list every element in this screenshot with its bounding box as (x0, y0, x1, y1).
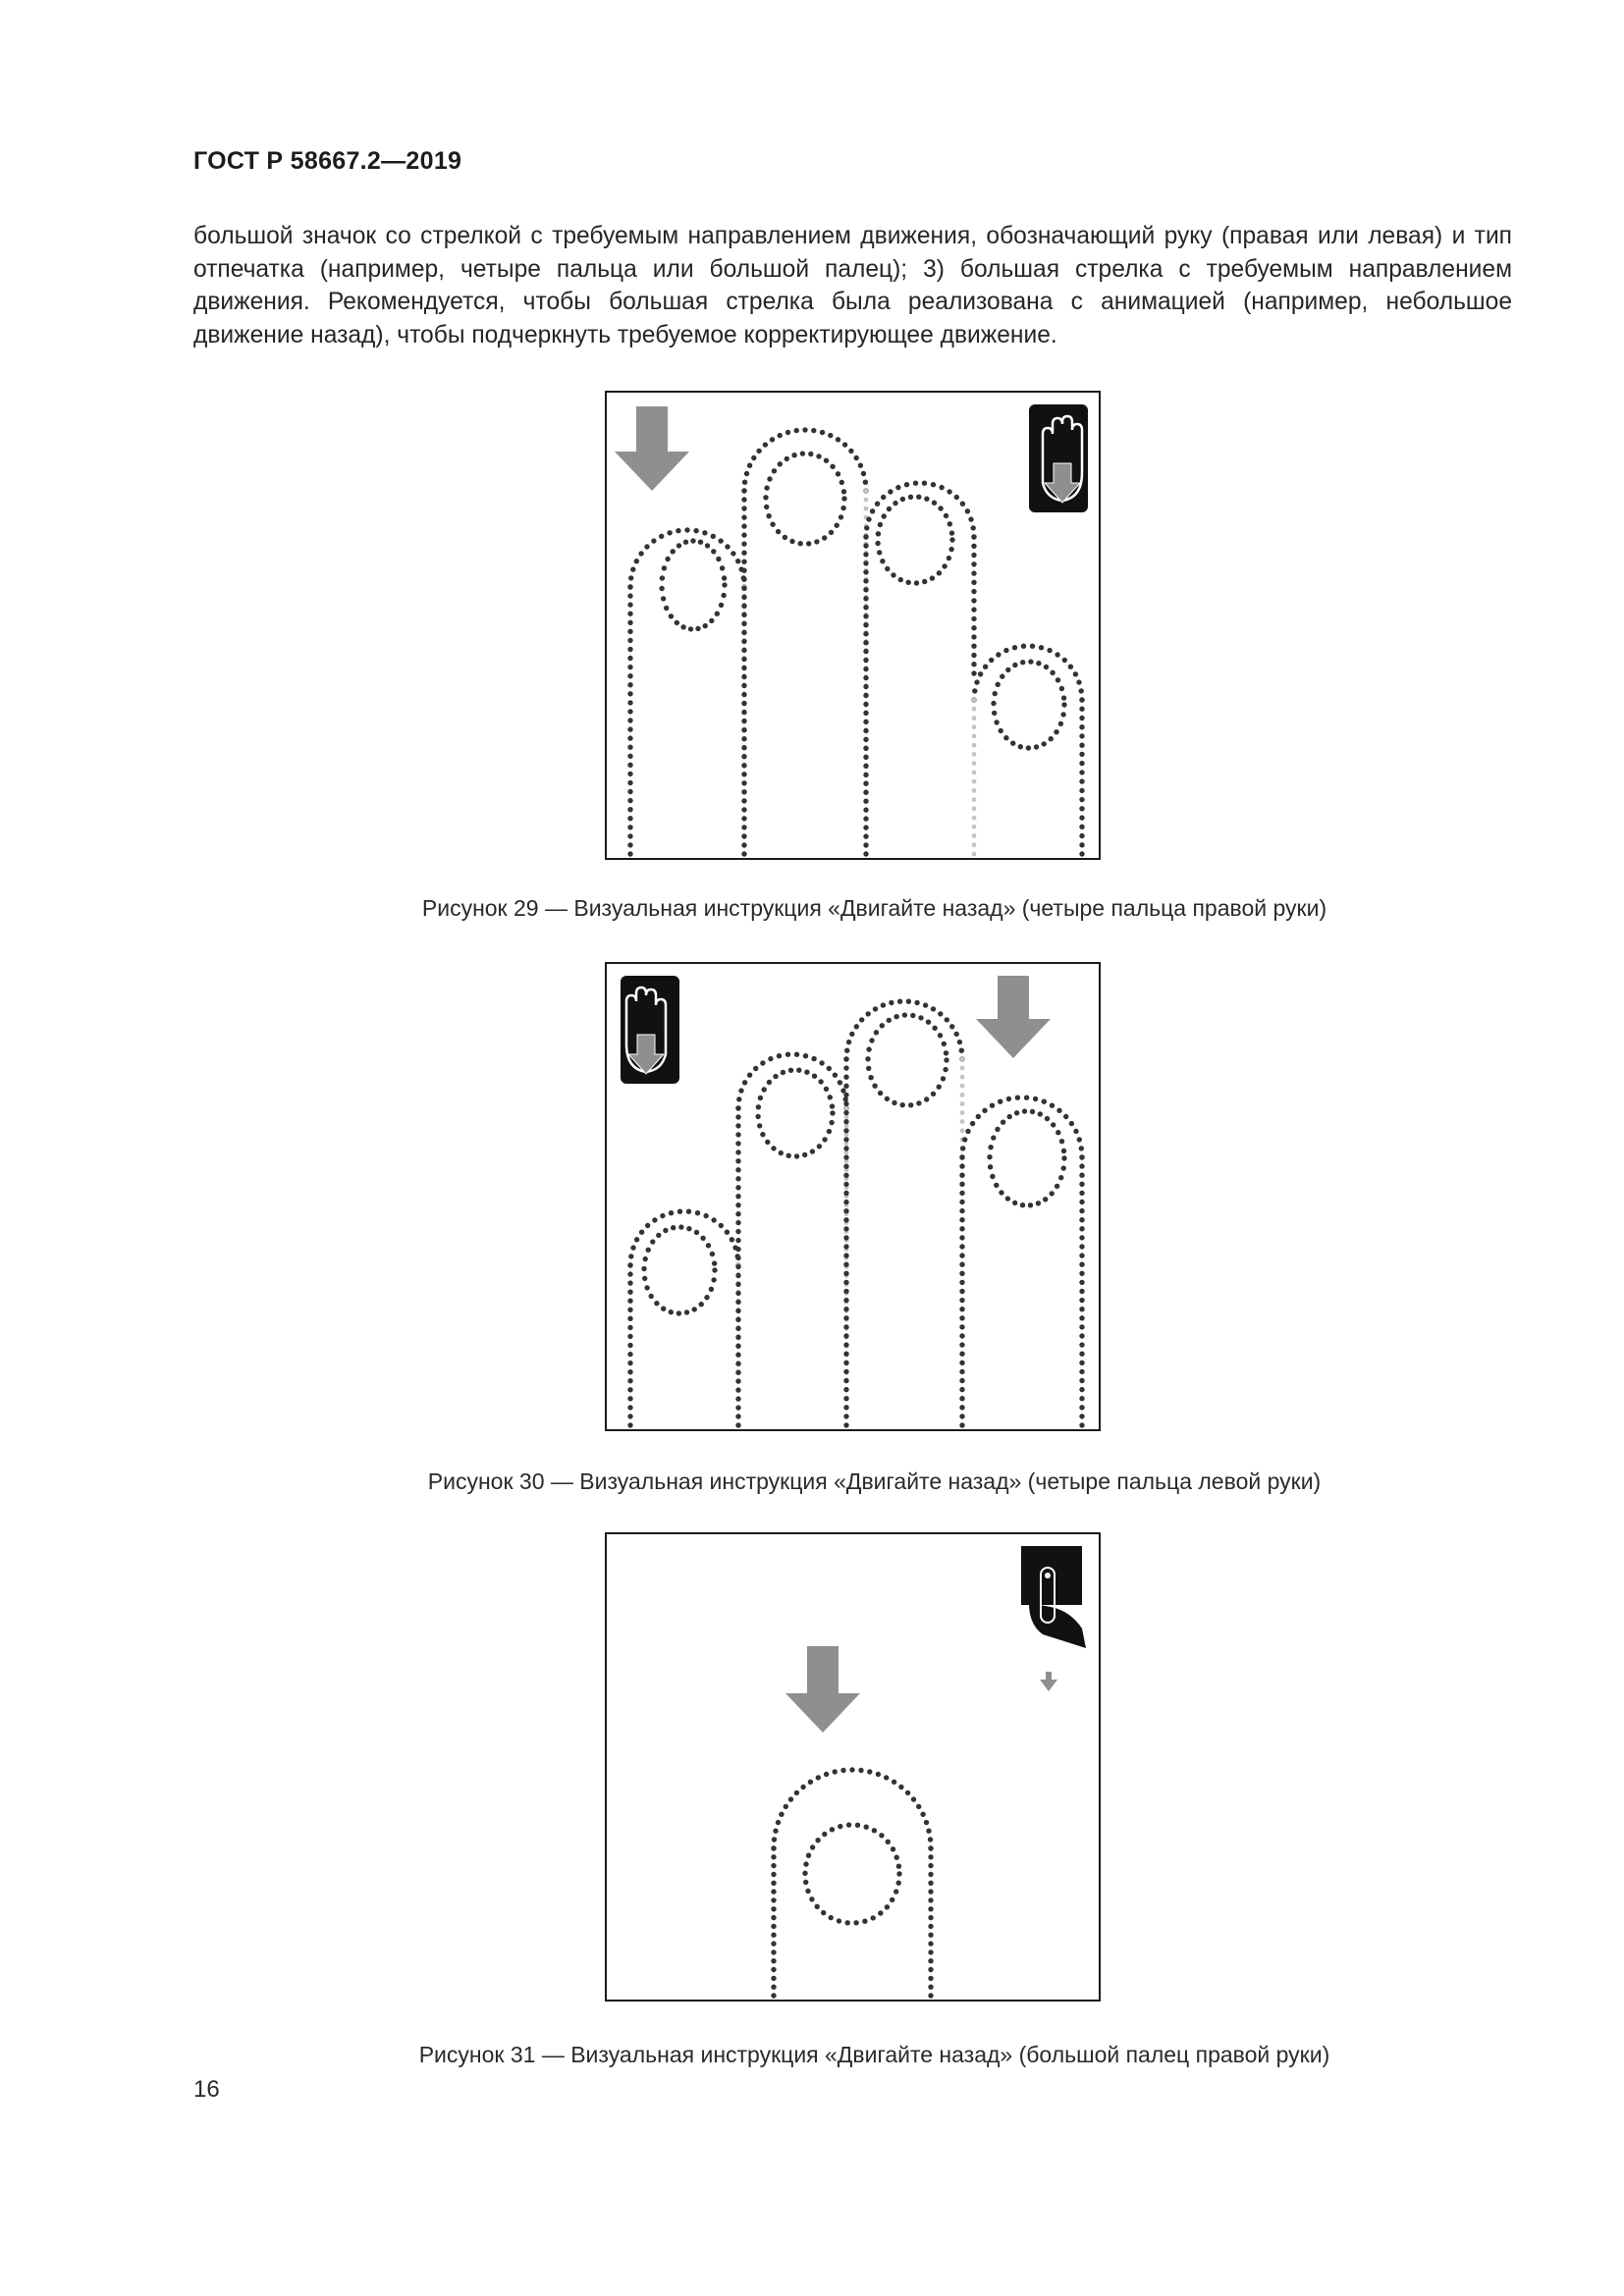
figure-30-caption: Рисунок 30 — Визуальная инструкция «Двигайте назад» (четыре пальца левой руки) (427, 1468, 1322, 1494)
figure-31-caption: Рисунок 31 — Визуальная инструкция «Двигайте назад» (большой палец правой руки) (418, 2042, 1330, 2067)
document-header: ГОСТ Р 58667.2—2019 (193, 147, 462, 175)
figure-29-caption: Рисунок 29 — Визуальная инструкция «Двигайте назад» (четыре пальца правой руки) (421, 895, 1327, 921)
figure-31-drawing (607, 1534, 1098, 1999)
left-hand-four-fingers-icon (621, 976, 679, 1084)
fingers-layer (627, 999, 1084, 1428)
figure-29 (605, 391, 1101, 860)
right-thumb-icon (1021, 1546, 1086, 1691)
figure-31 (605, 1532, 1101, 2002)
body-paragraph: большой значок со стрелкой с требуемым направлением движения, обозначающий руку (правая или левая) и тип отпечатка (например, четыре пальца или большой палец); 3) большая стрелка с требуемым направлением движения. Рекомендуется, чтобы большая стрелка была реализована с анимацией (например, небольшое движение назад), чтобы подчеркнуть требуемое корректирующее движение. (193, 223, 1512, 348)
figure-30-drawing (607, 964, 1098, 1428)
figure-29-drawing (607, 393, 1098, 857)
move-back-arrow-icon (615, 406, 689, 491)
fingers-layer (627, 427, 1084, 856)
fingers-layer (771, 1767, 933, 1998)
figure-30 (605, 962, 1101, 1431)
page-number: 16 (193, 2076, 220, 2103)
right-hand-four-fingers-icon (1029, 404, 1088, 512)
move-back-arrow-icon (785, 1646, 860, 1733)
move-back-arrow-icon (976, 976, 1051, 1058)
